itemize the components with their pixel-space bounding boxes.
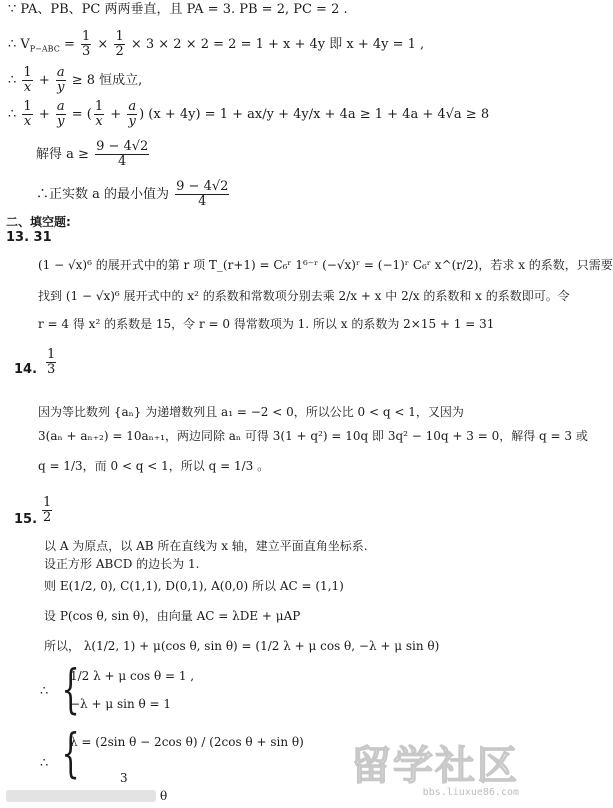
- q14-line-2: 3(aₙ + aₙ₊₂) = 10aₙ₊₁，两边同除 aₙ 可得 3(1 + q²) = 10q 即 3q² − 10q + 3 = 0，解得 q = 3 或: [38, 429, 588, 443]
- subscript: P−ABC: [29, 44, 60, 54]
- question-15-number: 15.: [14, 512, 38, 527]
- system2-eq-2: 3: [120, 771, 128, 785]
- system-eq-1: 1/2 λ + μ cos θ = 1 ,: [70, 669, 195, 683]
- fraction: $\frac{1}{2}$: [115, 29, 124, 59]
- section-heading: 二、填空题:: [6, 215, 71, 229]
- solution-line: 解得 a ≥ $\frac{9 - 4√2}{4}$: [36, 139, 149, 169]
- q13-line-2: 找到 (1 − √x)⁶ 展开式中的 x² 的系数和常数项分别去乘 2/x + x 中 2/x 的系数和 x 的系数即可。令: [38, 289, 570, 303]
- watermark-text: 留学社区: [351, 743, 519, 789]
- volume-line: [8, 30, 424, 59]
- watermark-logo: [351, 745, 519, 798]
- q14-line-1: 因为等比数列 {aₙ} 为递增数列且 a₁ = −2 < 0，所以公比 0 < q < 1，又因为: [38, 405, 464, 419]
- question-14-number: 14.: [14, 362, 38, 377]
- question-13-answer: 13. 31: [6, 230, 52, 245]
- q13-line-3: r = 4 得 x² 的系数是 15，令 r = 0 得常数项为 1. 所以 x 的系数为 2×15 + 1 = 31: [38, 317, 495, 331]
- system-eq-2: −λ + μ sin θ = 1: [70, 697, 172, 711]
- watermark-url: bbs.liuxue86.com: [422, 787, 519, 798]
- text-fragment: ×: [93, 37, 113, 52]
- q15-line-4: 设 P(cos θ, sin θ)，由向量 AC = λDE + μAP: [44, 609, 301, 623]
- q13-line-1: (1 − √x)⁶ 的展开式中的第 r 项 T_(r+1) = C₆ʳ 1⁶⁻ʳ (−√x)ʳ = (−1)ʳ C₆ʳ x^(r/2)，若求 x 的系数，只需要: [38, 258, 613, 272]
- therefore-symbol: ∴: [40, 756, 49, 771]
- blurred-footer: [6, 790, 156, 802]
- q15-line-3: 则 E(1/2, 0), C(1,1), D(0,1), A(0,0) 所以 AC = (1,1): [44, 579, 344, 593]
- q15-line-1: 以 A 为原点，以 AB 所在直线为 x 轴，建立平面直角坐标系.: [44, 539, 368, 553]
- brace-symbol: {: [61, 724, 80, 784]
- brace-symbol: {: [61, 660, 80, 720]
- system2-eq-1: λ = (2sin θ − 2cos θ) / (2cos θ + sin θ): [70, 735, 304, 749]
- text-fragment: × 3 × 2 × 2 = 2 = 1 + x + 4y 即 x + 4y = 1 ,: [126, 37, 425, 52]
- expansion-line: ∴ $\frac{1}{x}$ + $\frac{a}{y}$ = ( $\frac{1}{x}$ + $\frac{a}{y}$ ) (x + 4y) = 1 + ax/y + 4y/x + 4a ≥ 1 + 4a + 4√a ≥ 8: [8, 99, 490, 129]
- q15-line-5: 所以， λ(1/2, 1) + μ(cos θ, sin θ) = (1/2 λ + μ cos θ, −λ + μ sin θ): [44, 639, 440, 653]
- question-14-answer: $\frac{1}{3}$: [47, 347, 56, 377]
- theta-fragment: θ: [160, 789, 168, 803]
- conclusion-line: ∴正实数 a 的最小值为 $\frac{9 - 4√2}{4}$: [36, 179, 229, 209]
- text-fragment: =: [59, 37, 79, 52]
- q14-line-3: q = 1/3，而 0 < q < 1，所以 q = 1/3 。: [38, 459, 270, 473]
- text-fragment: ∴ V: [8, 37, 30, 52]
- inequality-line: ∴ $\frac{1}{x}$ + $\frac{a}{y}$ ≥ 8 恒成立,: [8, 65, 143, 95]
- q15-line-2: 设正方形 ABCD 的边长为 1.: [44, 557, 200, 571]
- question-15-answer: $\frac{1}{2}$: [43, 495, 52, 525]
- therefore-symbol: ∴: [40, 684, 49, 699]
- text-line: ∵ PA、PB、PC 两两垂直，且 PA = 3. PB = 2, PC = 2 .: [8, 2, 348, 17]
- fraction: $\frac{1}{3}$: [81, 29, 91, 59]
